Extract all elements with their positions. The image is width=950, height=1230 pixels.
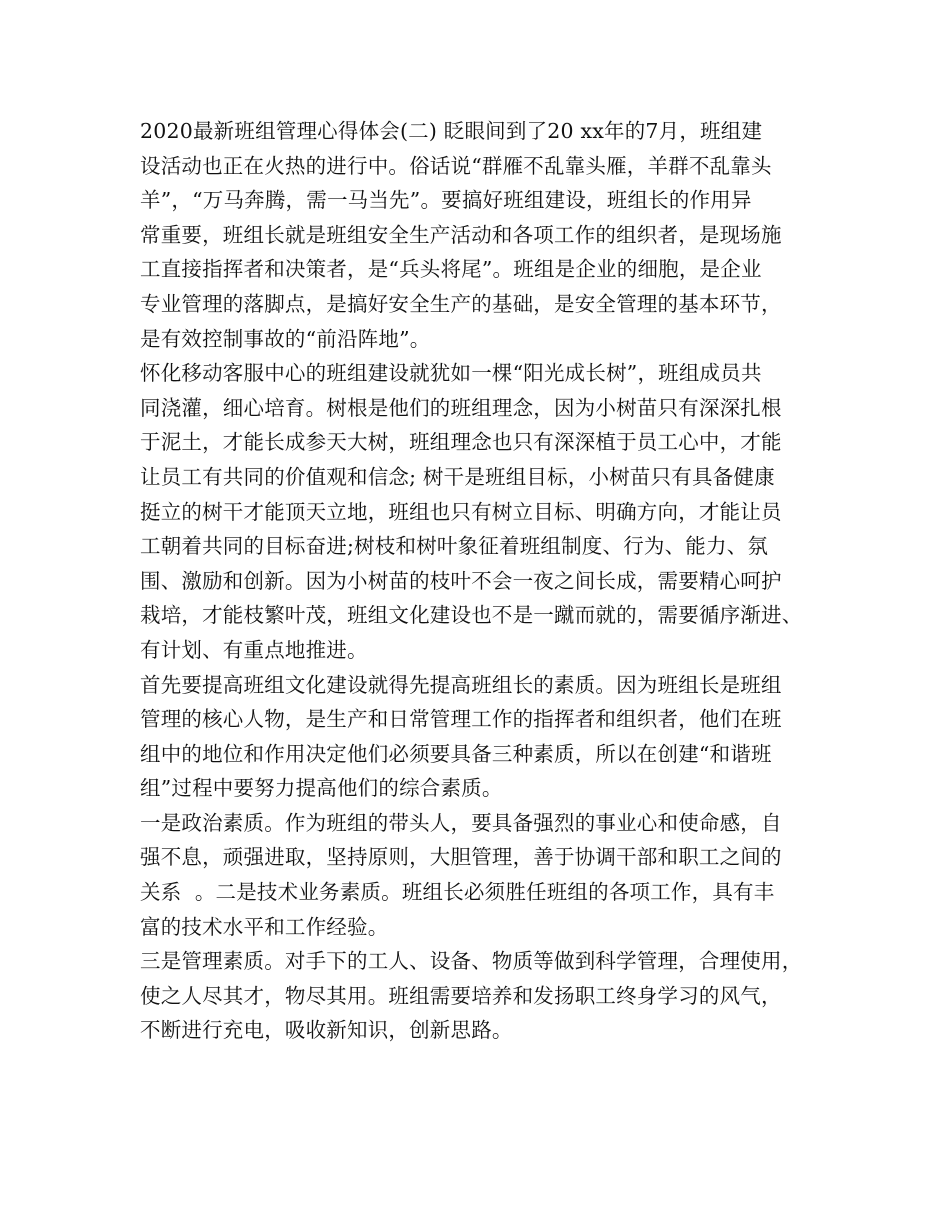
text-line: 专业管理的落脚点，是搞好安全生产的基础，是安全管理的基本环节， — [140, 291, 782, 316]
text-line: 设活动也正在火热的进行中。俗话说“群雁不乱靠头雁，羊群不乱靠头 — [140, 153, 772, 178]
text-line: 工朝着共同的目标奋进;树枝和树叶象征着班组制度、行为、能力、氛 — [140, 534, 769, 559]
text-line: 一是政治素质。作为班组的带头人，要具备强烈的事业心和使命感，自 — [140, 810, 782, 835]
text-line: 不断进行充电，吸收新知识，创新思路。 — [140, 1018, 513, 1043]
text-line: 常重要，班组长就是班组安全生产活动和各项工作的组织者，是现场施 — [140, 222, 782, 247]
text-line: 使之人尽其才，物尽其用。班组需要培养和发扬职工终身学习的风气， — [140, 983, 782, 1008]
text-line: 富的技术水平和工作经验。 — [140, 914, 389, 939]
text-line: 首先要提高班组文化建设就得先提高班组长的素质。因为班组长是班组 — [140, 672, 782, 697]
text-line: 怀化移动客服中心的班组建设就犹如一棵“阳光成长树”，班组成员共 — [140, 361, 762, 386]
text-line: 有计划、有重点地推进。 — [140, 637, 368, 662]
text-line: 三是管理素质。对手下的工人、设备、物质等做到科学管理，合理使用， — [140, 949, 803, 974]
document-body — [140, 114, 830, 1048]
text-line: 栽培，才能枝繁叶茂，班组文化建设也不是一蹴而就的，需要循序渐进、 — [140, 603, 803, 628]
text-line: 关系 。二是技术业务素质。班组长必须胜任班组的各项工作，具有丰 — [140, 880, 775, 905]
text-line: 于泥土，才能长成参天大树，班组理念也只有深深植于员工心中，才能 — [140, 430, 782, 455]
text-line: 组”过程中要努力提高他们的综合素质。 — [140, 776, 503, 801]
text-line: 是有效控制事故的“前沿阵地”。 — [140, 326, 431, 351]
text-line: 挺立的树干才能顶天立地，班组也只有树立目标、明确方向，才能让员 — [140, 499, 782, 524]
text-line: 管理的核心人物，是生产和日常管理工作的指挥者和组织者，他们在班 — [140, 707, 782, 732]
text-line: 同浇灌，细心培育。树根是他们的班组理念，因为小树苗只有深深扎根 — [140, 395, 782, 420]
text-line: 工直接指挥者和决策者，是“兵头将尾”。班组是企业的细胞，是企业 — [140, 257, 762, 282]
text-line: 强不息，顽强进取，坚持原则，大胆管理，善于协调干部和职工之间的 — [140, 845, 782, 870]
text-line: 组中的地位和作用决定他们必须要具备三种素质，所以在创建“和谐班 — [140, 741, 772, 766]
text-line: 让员工有共同的价值观和信念; 树干是班组目标，小树苗只有具备健康 — [140, 464, 775, 489]
text-line: 羊”，“万马奔腾，需一马当先”。要搞好班组建设，班组长的作用异 — [140, 188, 752, 213]
text-line: 2020最新班组管理心得体会(二) 眨眼间到了20 xx年的7月，班组建 — [140, 119, 763, 143]
text-line: 围、激励和创新。因为小树苗的枝叶不会一夜之间长成，需要精心呵护 — [140, 568, 782, 593]
